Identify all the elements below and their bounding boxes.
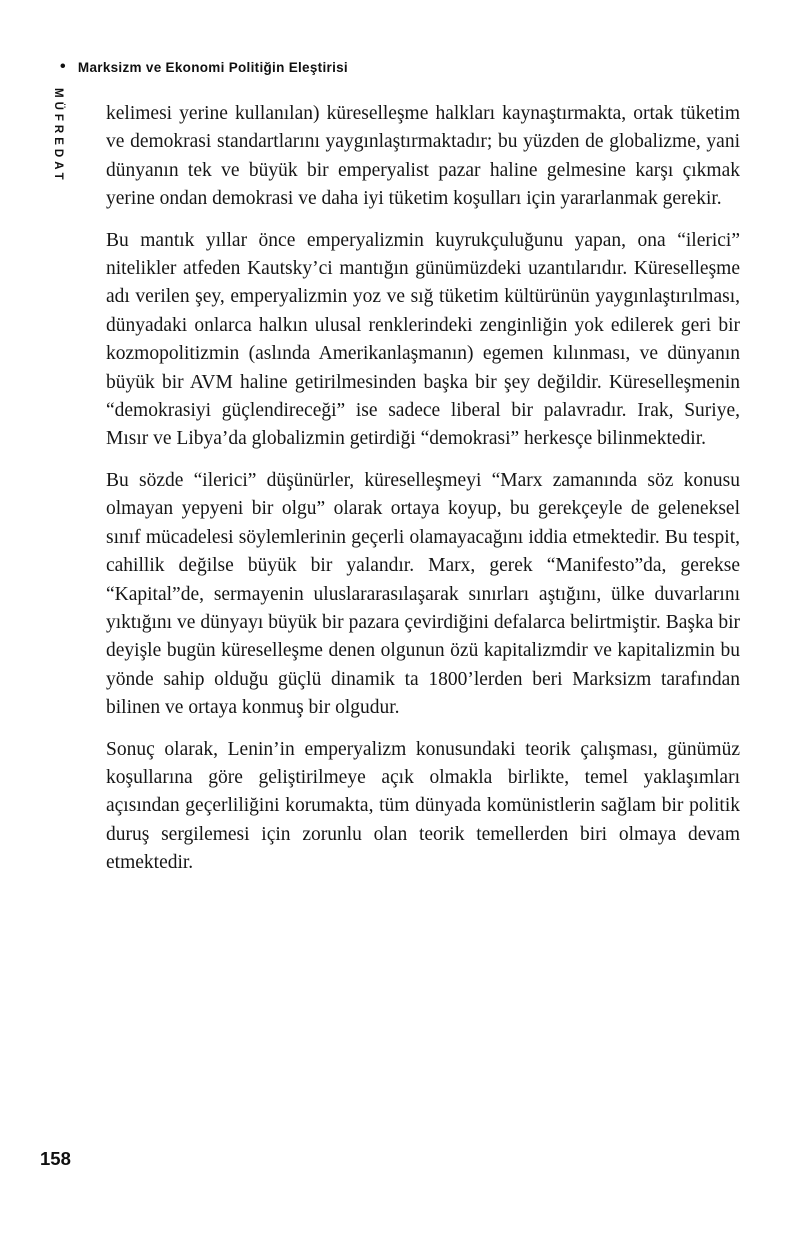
body-paragraph: Sonuç olarak, Lenin’in emperyalizm konusundaki teorik çalışması, günümüz koşullarına göre geliştirilmeye açık olmakla birlikte, temel yaklaşımları açısından geçerliliğini korumakta, tüm dünyada komünistlerin sağlam bir politik duruş sergilemesi için zorunlu olan teorik temellerden biri olmaya devam etmektedir.	[106, 738, 740, 874]
running-header-title: Marksizm ve Ekonomi Politiğin Eleştirisi	[77, 59, 348, 75]
body-text-block	[106, 100, 740, 891]
body-paragraph: Bu sözde “ilerici” düşünürler, küreselleşmeyi “Marx zamanında söz konusu olmayan yepyeni bir olgu” olarak ortaya koyup, bu gerekçeyle de geleneksel sınıf mücadelesi söylemlerinin geçerli olamayacağını iddia etmektedir. Bu tespit, cahillik değilse büyük bir yalandır. Marx, gerek “Manifesto”da, gerekse “Kapital”de, sermayenin uluslararasılaşarak sınırları aştığını, ülke duvarlarını yıktığını ve dünyayı büyük bir pazara çevirdiğini defalarca belirtmiştir. Başka bir deyişle bugün küreselleşme denen olgunun özü kapitalizmdir ve kapitalizmin bu yönde sahip olduğu güçlü dinamik ta 1800’lerden beri Marksizm tarafından bilinen ve ortaya konmuş bir olgudur.	[106, 469, 740, 719]
running-header	[60, 59, 348, 75]
body-paragraph: Bu mantık yıllar önce emperyalizmin kuyrukçuluğunu yapan, ona “ilerici” nitelikler atfeden Kautsky’ci mantığın günümüzdeki uzantılarıdır. Küreselleşme adı verilen şey, emperyalizmin yoz ve sığ tüketim kültürünün yaygınlaştırılması, dünyadaki onlarca halkın ulusal renklerindeki zenginliğin yok edilerek geri bir kozmopolitizmin (aslında Amerikanlaşmanın) egemen kılınması, ve dünyanın büyük bir AVM haline getirilmesinden başka bir şey değildir. Küreselleşmenin “demokrasiyi güçlendireceği” ise sadece liberal bir palavradır. Irak, Suriye, Mısır ve Libya’da globalizmin getirdiği “demokrasi” herkesçe bilinmektedir.	[106, 229, 740, 450]
page-number: 158	[40, 1148, 71, 1169]
body-paragraph: kelimesi yerine kullanılan) küreselleşme halkları kaynaştırmakta, ortak tüketim ve demokrasi standartlarını yaygınlaştırmaktadır; bu yüzden de globalizme, yani dünyanın tek ve büyük bir emperyalist pazar haline gelmesine karşı çıkmak yerine ondan demokrasi ve daha iyi tüketim koşulları için yararlanmak gerekir.	[106, 103, 740, 210]
margin-label-muefredat: MÜFREDAT	[52, 88, 64, 184]
header-bullet-icon: •	[60, 58, 66, 75]
